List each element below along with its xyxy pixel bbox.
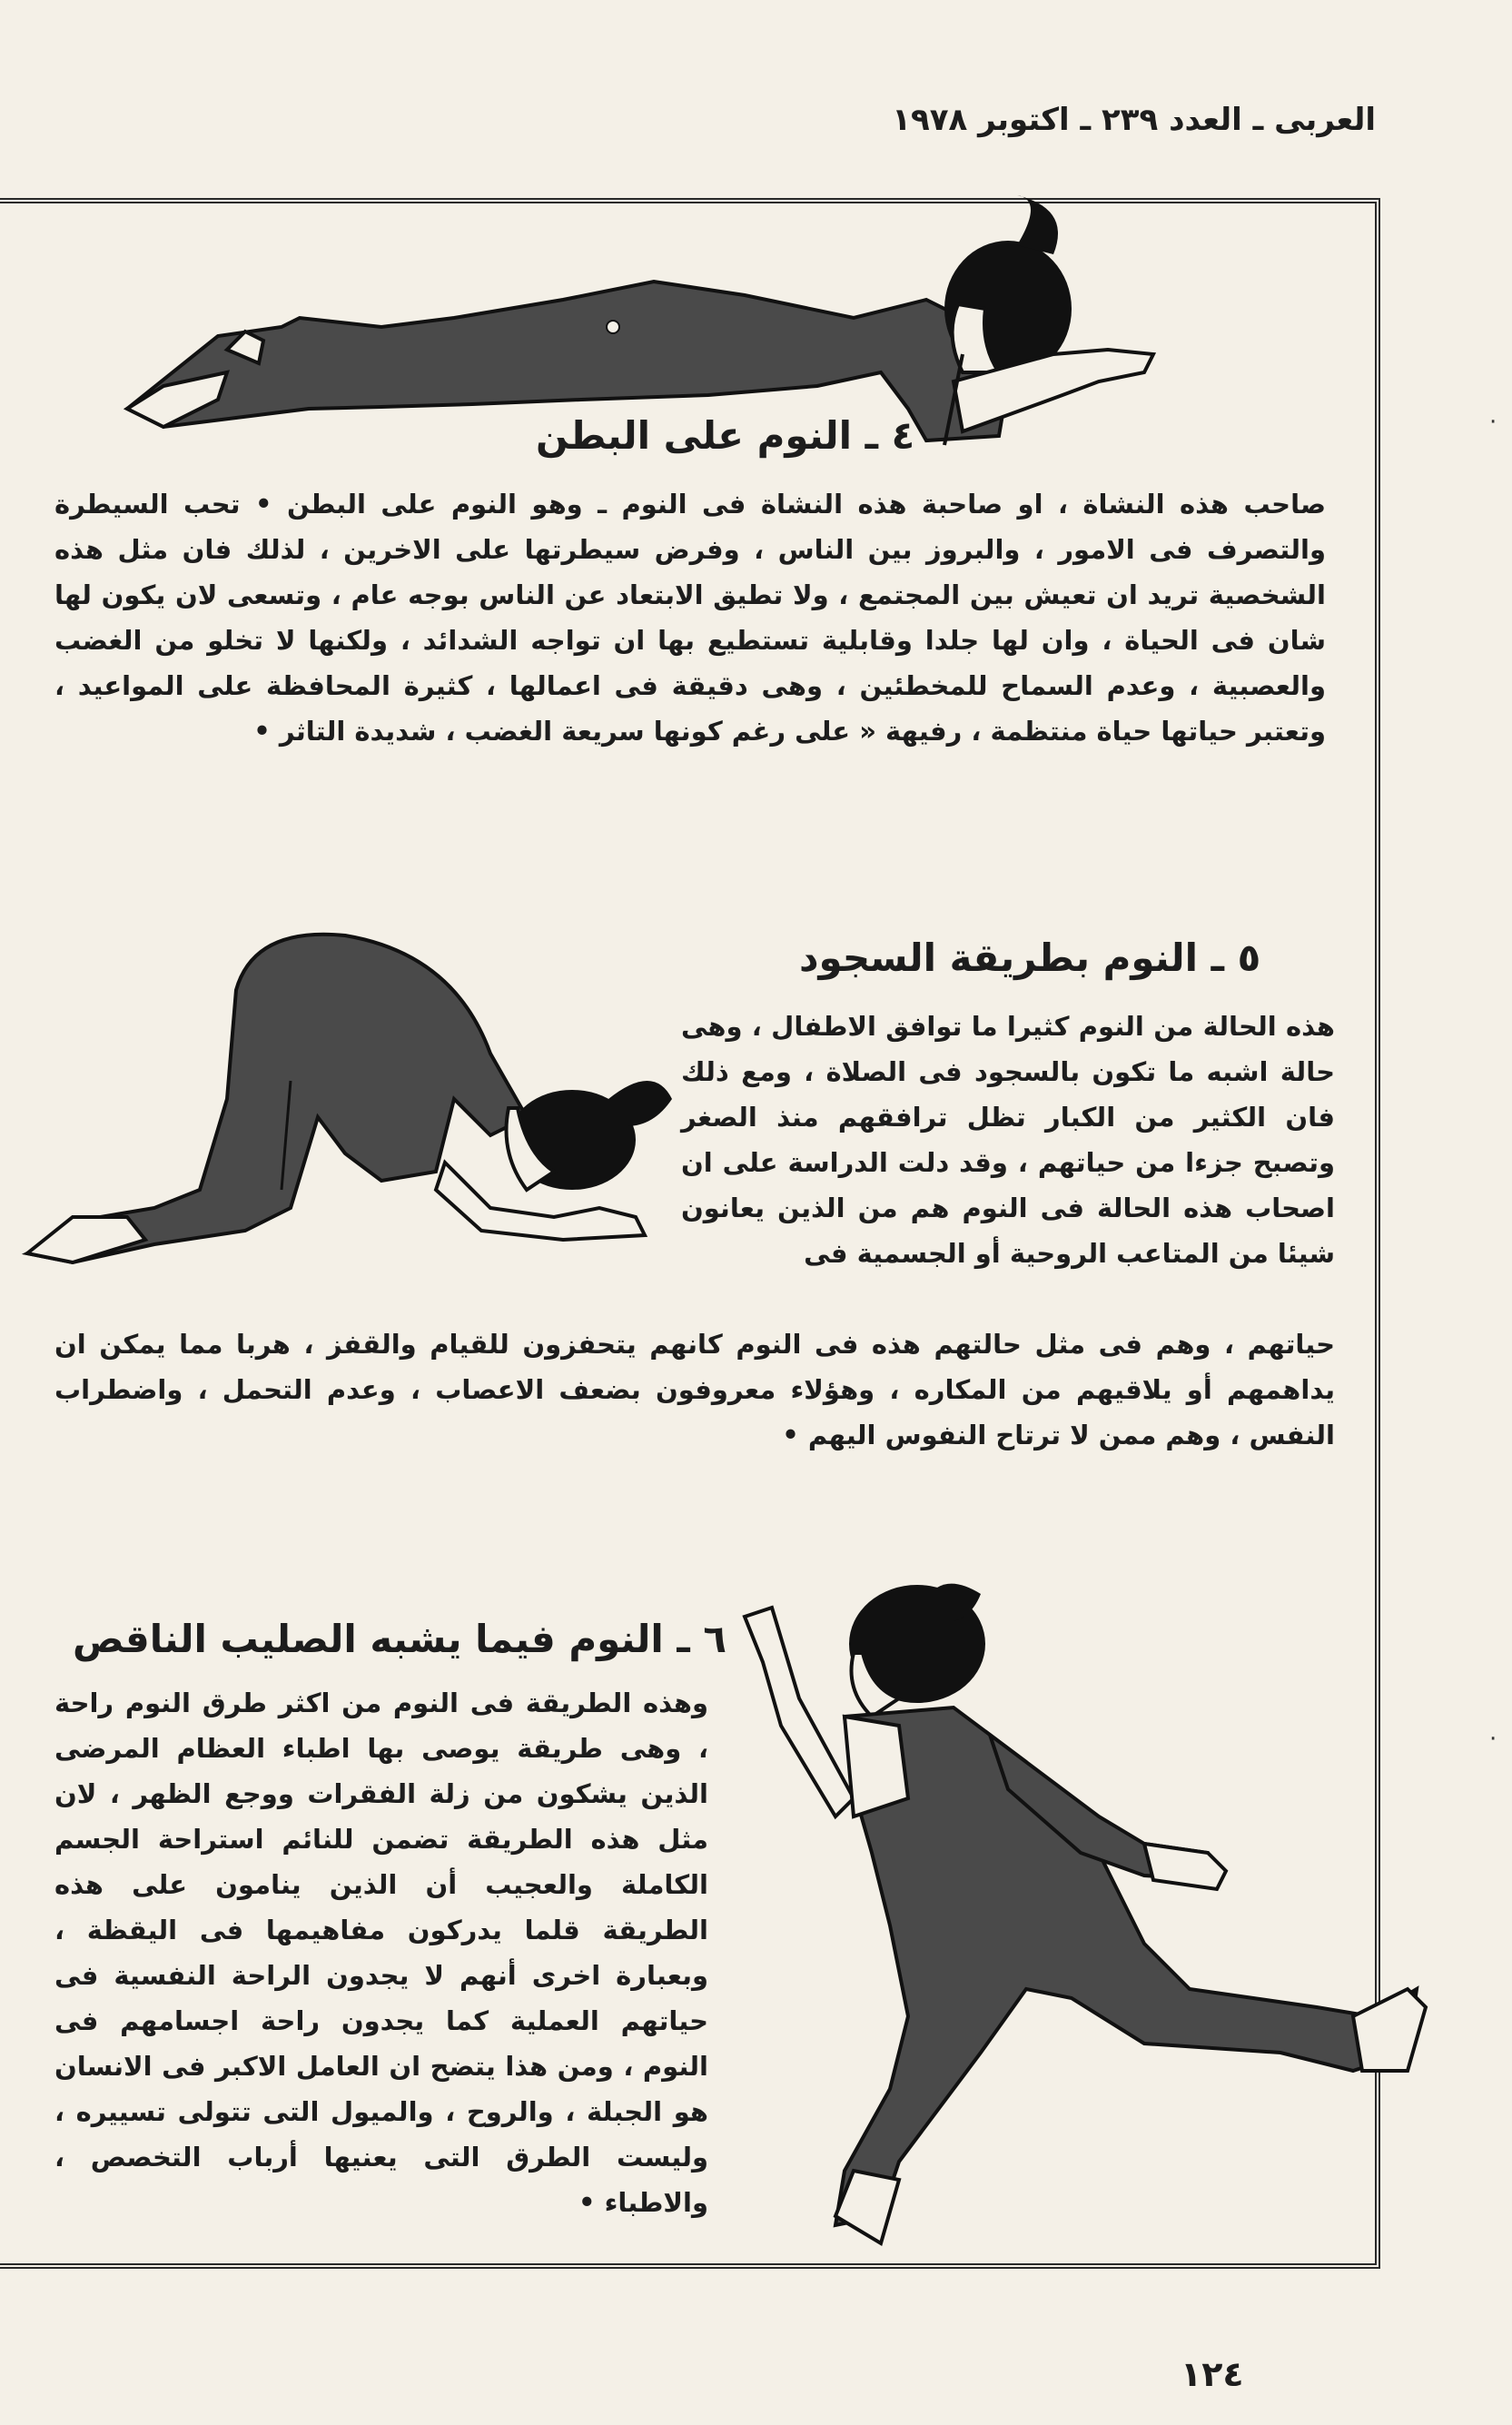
section-4-text: صاحب هذه النشاة ، او صاحبة هذه النشاة فى النوم ـ وهو النوم على البطن • تحب السيطرة والتصرف فى الامور ، والبروز بين الناس ، وفرض سيطرتها على الاخرين ، لذلك فان مثل هذه الشخصية تريد ان تعيش بين المجتمع ، ولا تطيق الابتعاد عن الناس بوجه عام ، وتسعى لان يكون لها شان فى الحياة ، وان لها جلدا وقابلية تستطيع بها ان تواجه الشدائد ، ولكنها لا تخلو من الغضب والعصبية ، وعدم السماح للمخطئين ، وهى دقيقة فى اعمالها ، كثيرة المحافظة على المواعيد ، وتعتبر حياتها حياة منتظمة ، رفيهة « على رغم كونها سريعة الغضب ، شديدة التاثر • xyxy=(54,489,1326,747)
section-6-title: ٦ ـ النوم فيما يشبه الصليب الناقص xyxy=(73,1617,727,1661)
margin-mark: · xyxy=(1489,409,1497,436)
prostration-sleeper-illustration xyxy=(18,917,681,1281)
section-5-title: ٥ ـ النوم بطريقة السجود xyxy=(799,935,1261,980)
section-5-text-wide: حياتهم ، وهم فى مثل حالتهم هذه فى النوم كانهم يتحفزون للقيام والقفز ، هربا مما يمكن ان يداهمهم أو يلاقيهم من المكاره ، وهؤلاء معروفون بضعف الاعصاب ، وعدم التحمل ، واضطراب النفس ، وهم ممن لا ترتاح النفوس اليهم • xyxy=(54,1329,1335,1450)
section-4-title: ٤ ـ النوم على البطن xyxy=(536,413,915,458)
half-cross-sleeper-illustration xyxy=(717,1580,1444,2289)
margin-mark: · xyxy=(1489,1726,1497,1753)
section-6-text: وهذه الطريقة فى النوم من اكثر طرق النوم راحة ، وهى طريقة يوصى بها اطباء العظام المرضى الذين يشكون من زلة الفقرات ووجع الظهر ، لان مثل هذه الطريقة تضمن للنائم استراحة الجسم الكاملة والعجيب أن الذين ينامون على هذه الطريقة قلما يدركون مفاهيمها فى اليقظة ، وبعبارة اخرى أنهم لا يجدون الراحة النفسية فى حياتهم العملية كما يجدون راحة اجسامهم فى النوم ، ومن هذا يتضح ان العامل الاكبر فى الانسان هو الجبلة ، والروح ، والميول التى تتولى تسييره ، وليست الطرق التى يعنيها أرباب التخصص ، والاطباء • xyxy=(54,1688,708,2218)
page-number: ١٢٤ xyxy=(1181,2354,1244,2394)
section-5-text-narrow: هذه الحالة من النوم كثيرا ما توافق الاطفال ، وهى حالة اشبه ما تكون بالسجود فى الصلاة ، ومع ذلك فان الكثير من الكبار تظل ترافقهم منذ الصغر وتصبح جزءا من حياتهم ، وقد دلت الدراسة على ان اصحاب هذه الحالة فى النوم هم من الذين يعانون شيئا من المتاعب الروحية أو الجسمية فى xyxy=(681,1011,1335,1269)
running-header: العربى ـ العدد ٢٣٩ ـ اكتوبر ١٩٧٨ xyxy=(892,102,1376,138)
